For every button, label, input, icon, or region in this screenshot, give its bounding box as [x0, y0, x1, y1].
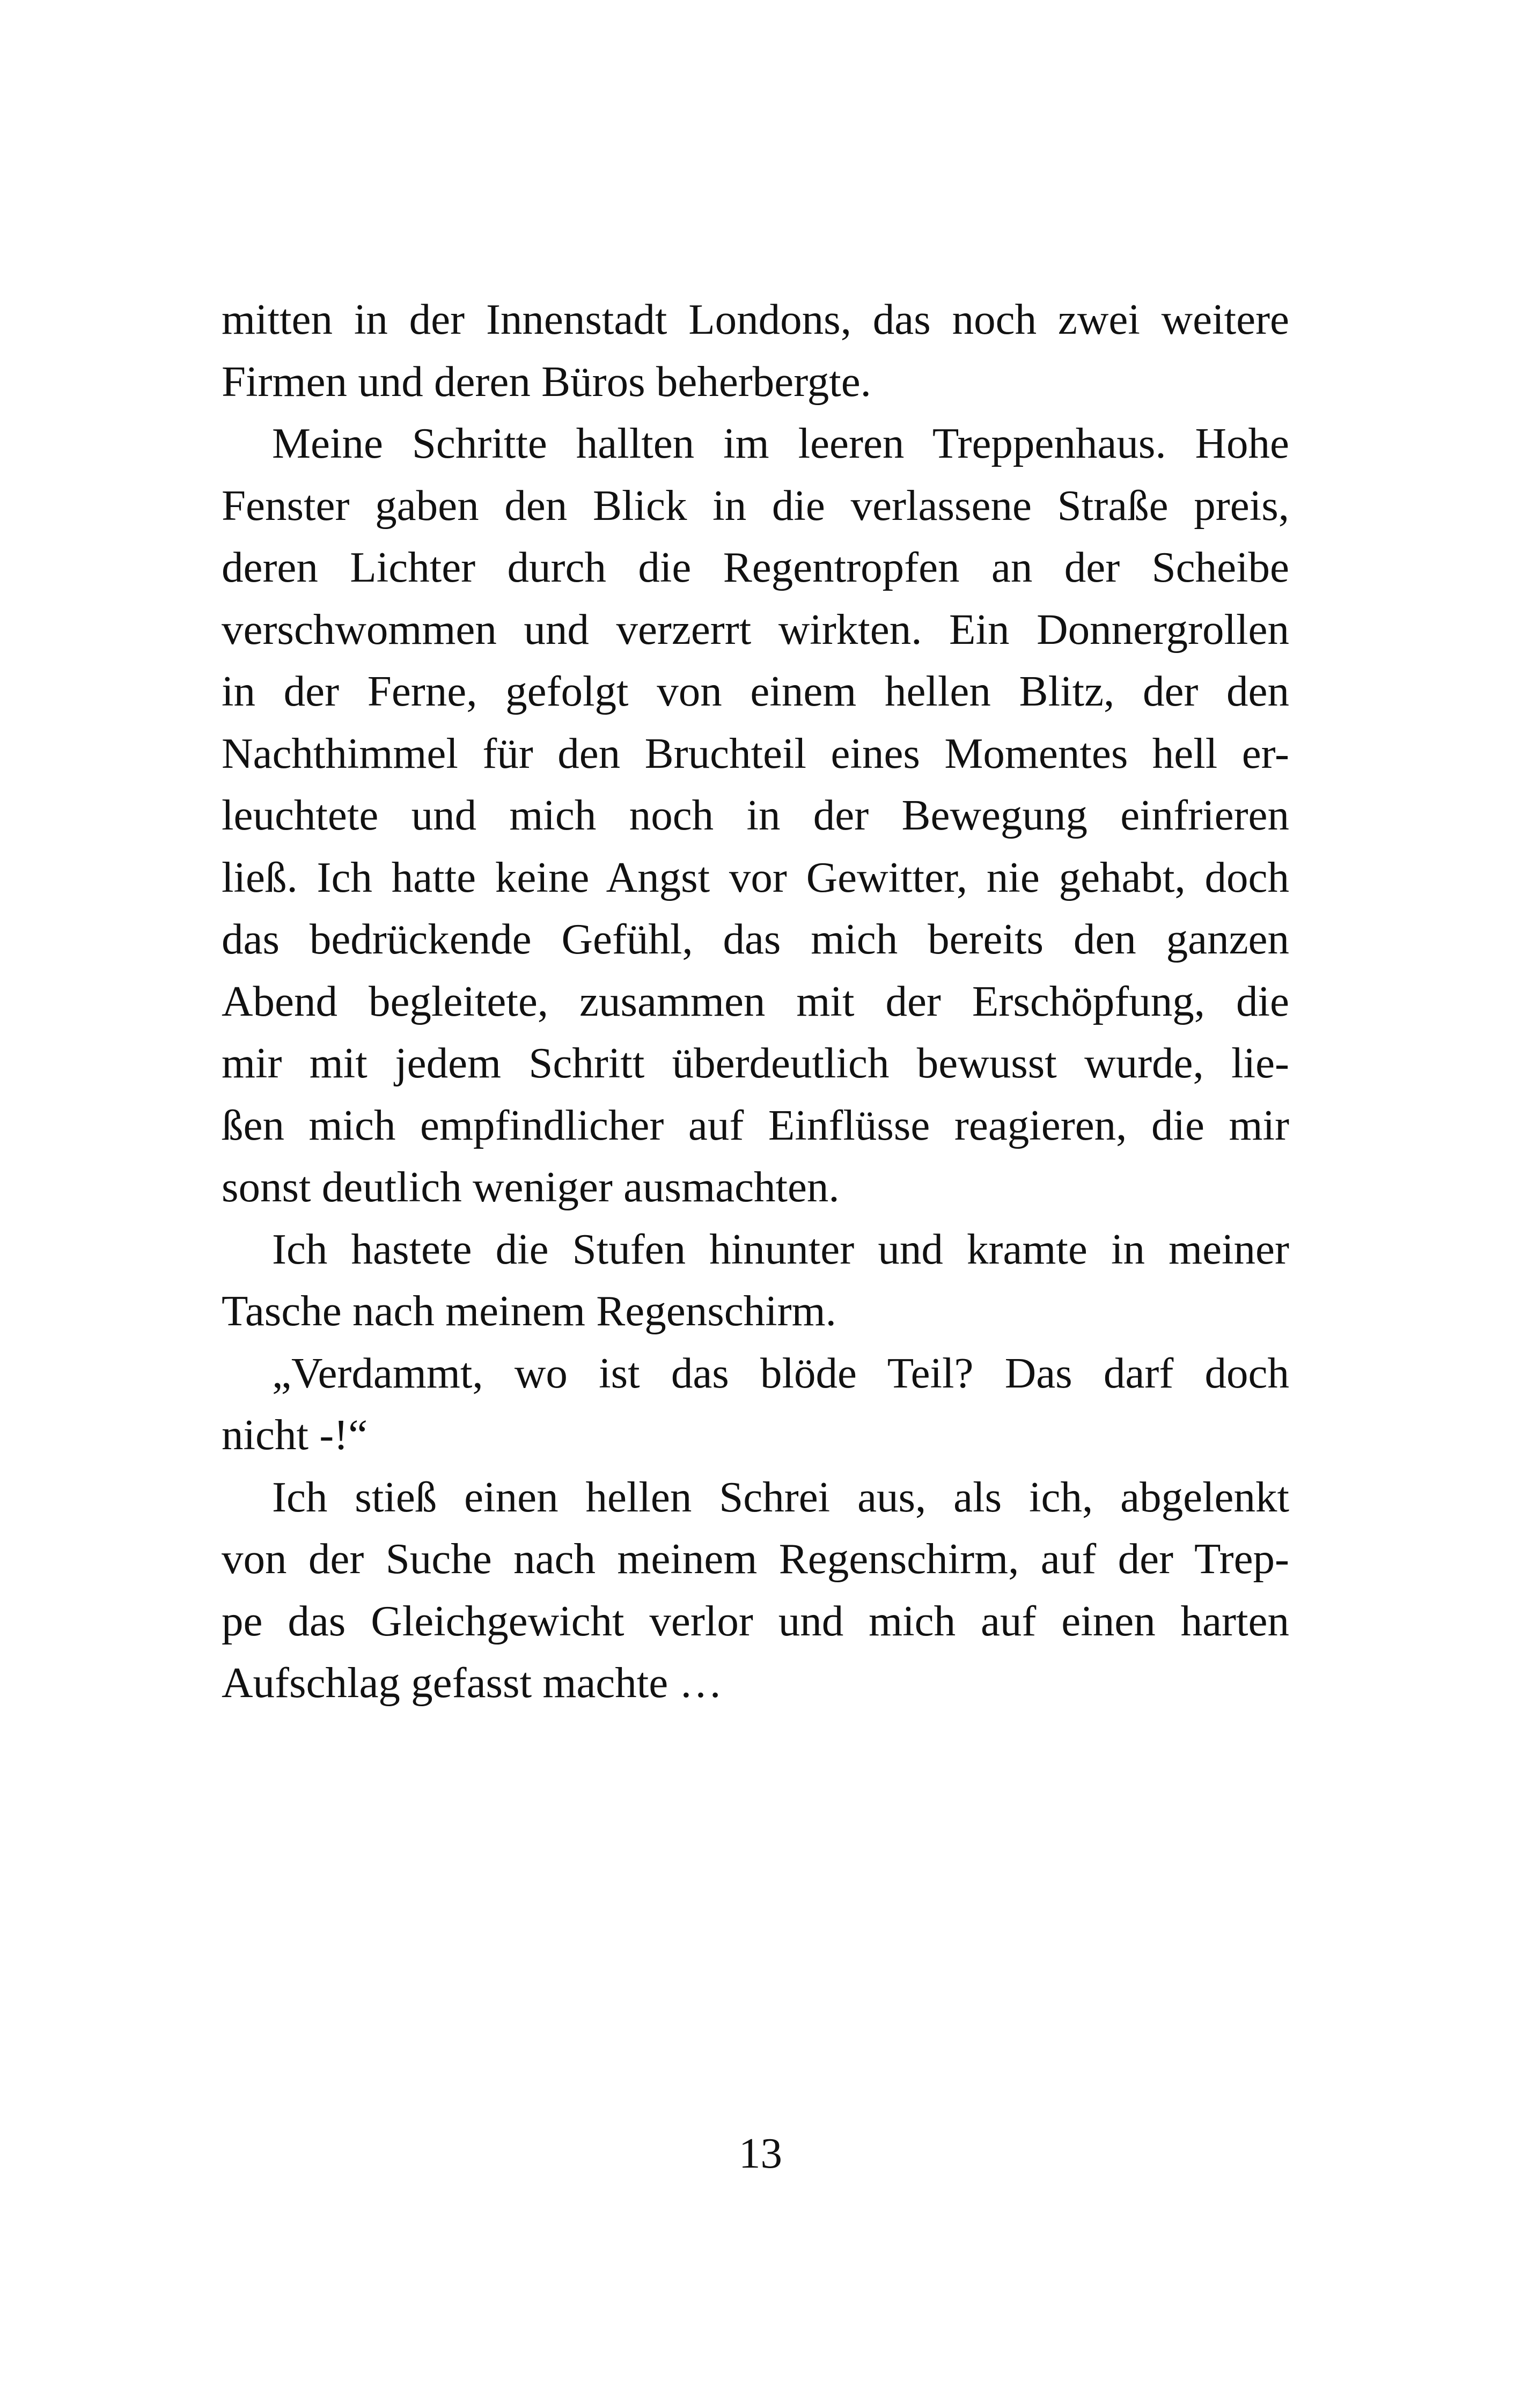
text-line: das bedrückende Gefühl, das mich bereits den ganzen: [222, 915, 1289, 963]
text-line: Ich hastete die Stufen hinunter und kramte in meiner: [272, 1224, 1289, 1273]
text-line: Meine Schritte hallten im leeren Treppenhaus. Hohe: [272, 419, 1289, 467]
text-line: von der Suche nach meinem Regenschirm, auf der Trep-: [222, 1535, 1289, 1583]
text-line: Tasche nach meinem Regenschirm.: [222, 1287, 836, 1335]
text-line: Ich stieß einen hellen Schrei aus, als ich, abgelenkt: [272, 1472, 1289, 1521]
text-line: in der Ferne, gefolgt von einem hellen Blitz, der den: [222, 667, 1289, 715]
text-line: leuchtete und mich noch in der Bewegung einfrieren: [222, 791, 1289, 839]
text-line: nicht -!“: [222, 1411, 368, 1459]
body-text: [222, 289, 1289, 1714]
text-line: Fenster gaben den Blick in die verlassene Straße preis,: [222, 481, 1289, 530]
text-line: sonst deutlich weniger ausmachten.: [222, 1163, 840, 1211]
text-line: Nachthimmel für den Bruchteil eines Momentes hell er-: [222, 729, 1289, 777]
text-line: verschwommen und verzerrt wirkten. Ein Donnergrollen: [222, 605, 1289, 654]
text-line: mir mit jedem Schritt überdeutlich bewusst wurde, lie-: [222, 1039, 1289, 1087]
text-line: ließ. Ich hatte keine Angst vor Gewitter, nie gehabt, doch: [222, 853, 1289, 901]
text-line: Abend begleitete, zusammen mit der Erschöpfung, die: [222, 977, 1289, 1025]
text-line: ßen mich empfindlicher auf Einflüsse reagieren, die mir: [222, 1100, 1289, 1149]
text-line: Aufschlag gefasst machte …: [222, 1658, 723, 1707]
text-line: Firmen und deren Büros beherbergte.: [222, 357, 871, 406]
text-line: deren Lichter durch die Regentropfen an der Scheibe: [222, 543, 1289, 591]
text-line: „Verdammt, wo ist das blöde Teil? Das darf doch: [272, 1348, 1289, 1397]
text-line: pe das Gleichgewicht verlor und mich auf einen harten: [222, 1596, 1289, 1645]
text-line: mitten in der Innenstadt Londons, das noch zwei weitere: [222, 295, 1289, 343]
page-number: 13: [739, 2129, 782, 2177]
